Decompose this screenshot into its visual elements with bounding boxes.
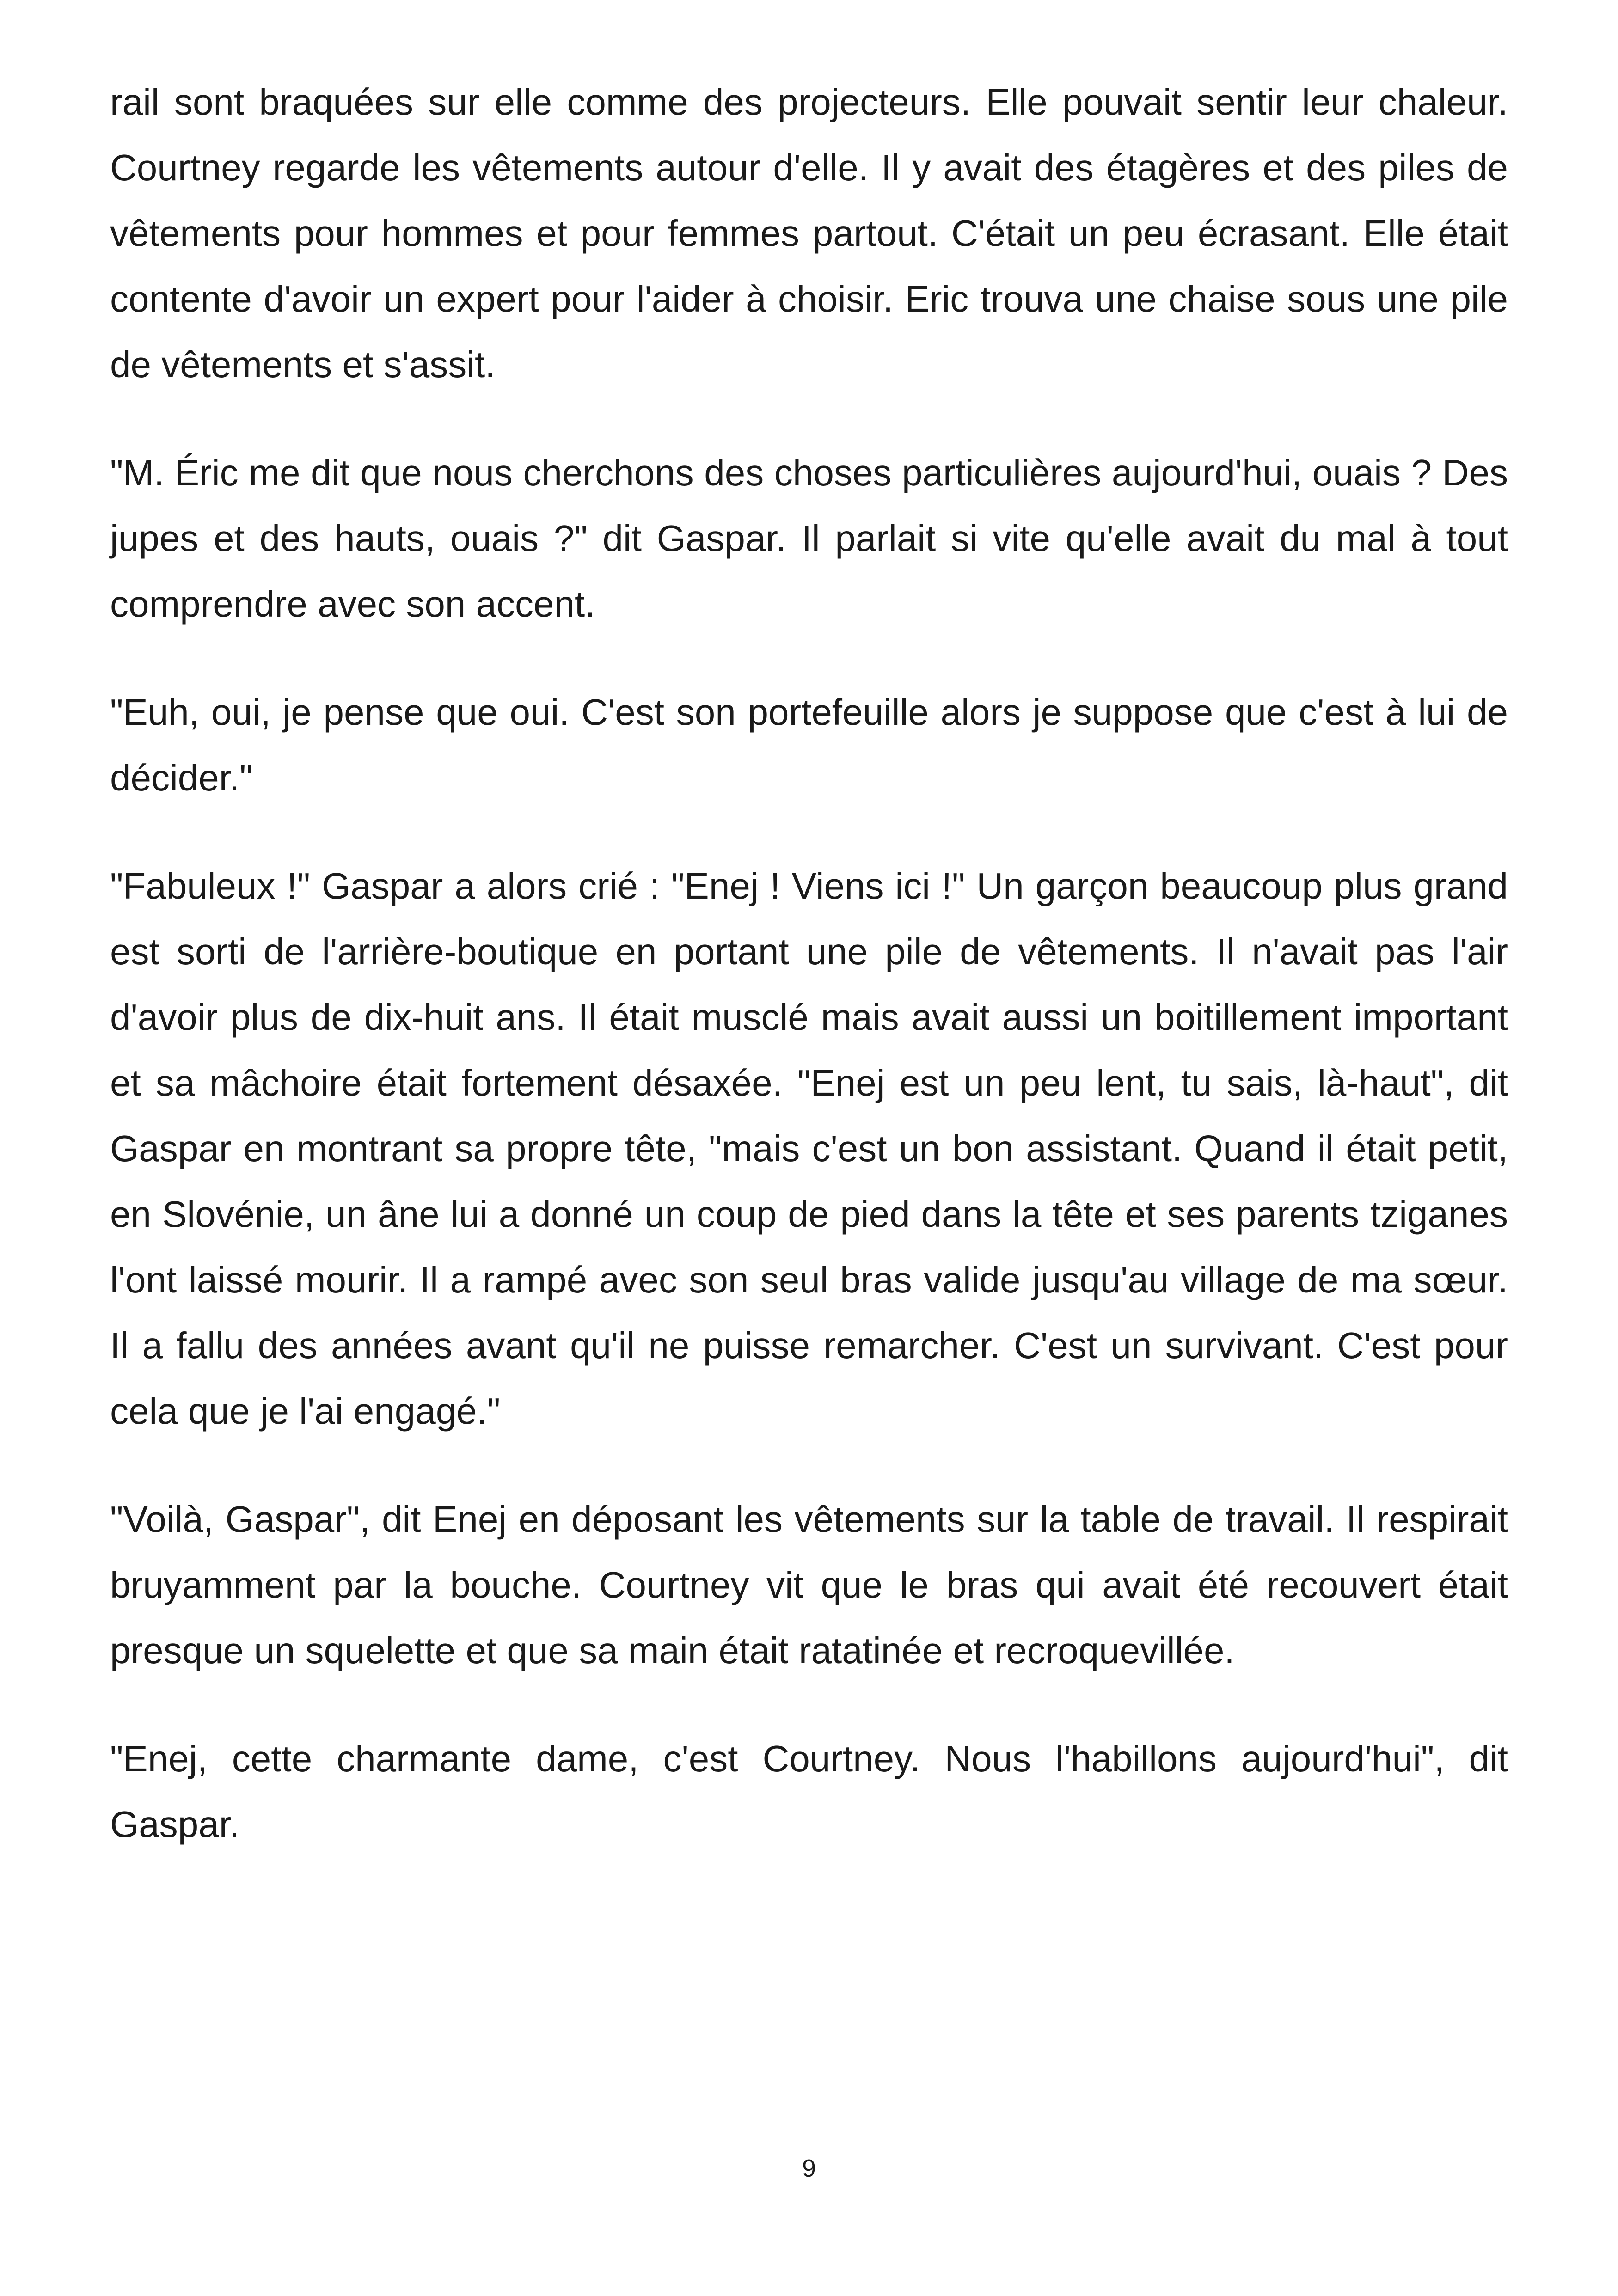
paragraph: "M. Éric me dit que nous cherchons des choses particulières aujourd'hui, ouais ? Des jupes et des hauts, ouais ?" dit Gaspar. Il parlait si vite qu'elle avait du mal à tout comprendre avec son accent. [110,452,1508,625]
paragraph: "Euh, oui, je pense que oui. C'est son portefeuille alors je suppose que c'est à lui de décider." [110,692,1508,798]
paragraph: "Voilà, Gaspar", dit Enej en déposant les vêtements sur la table de travail. Il respirait bruyamment par la bouche. Courtney vit que le bras qui avait été recouvert était presque un squelette et que sa main était ratatinée et recroquevillée. [110,1499,1508,1671]
paragraph: rail sont braquées sur elle comme des projecteurs. Elle pouvait sentir leur chaleur. Courtney regarde les vêtements autour d'elle. Il y avait des étagères et des piles de vêtements pour hommes et pour femmes partout. C'était un peu écrasant. Elle était contente d'avoir un expert pour l'aider à choisir. Eric trouva une chaise sous une pile de vêtements et s'assit. [110,81,1508,385]
body-text [110,69,1508,1900]
paragraph: "Fabuleux !" Gaspar a alors crié : "Enej ! Viens ici !" Un garçon beaucoup plus grand est sorti de l'arrière-boutique en portant une pile de vêtements. Il n'avait pas l'air d'avoir plus de dix-huit ans. Il était musclé mais avait aussi un boitillement important et sa mâchoire était fortement désaxée. "Enej est un peu lent, tu sais, là-haut", dit Gaspar en montrant sa propre tête, "mais c'est un bon assistant. Quand il était petit, en Slovénie, un âne lui a donné un coup de pied dans la tête et ses parents tziganes l'ont laissé mourir. Il a rampé avec son seul bras valide jusqu'au village de ma sœur. Il a fallu des années avant qu'il ne puisse remarcher. C'est un survivant. C'est pour cela que je l'ai engagé." [110,865,1508,1432]
page-number: 9 [802,2155,816,2182]
paragraph: "Enej, cette charmante dame, c'est Courtney. Nous l'habillons aujourd'hui", dit Gaspar. [110,1738,1508,1845]
